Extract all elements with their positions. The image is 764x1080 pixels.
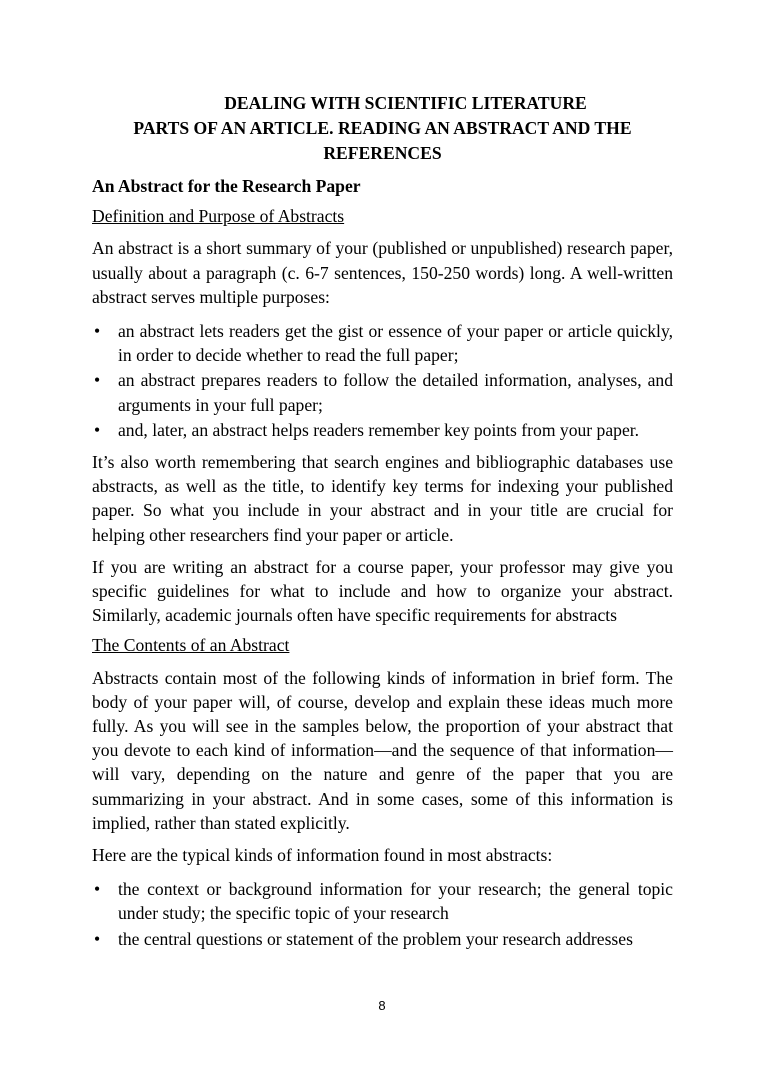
bullet-list <box>92 877 673 951</box>
list-item-text: the context or background information for your research; the general topic under study; the specific topic of your research <box>118 879 673 924</box>
list-item <box>92 368 673 416</box>
paragraph: An abstract is a short summary of your (published or unpublished) research paper, usually about a paragraph (c. 6-7 sentences, 150-250 words) long. A well-written abstract serves multiple purposes: <box>92 238 673 307</box>
list-item-text: an abstract lets readers get the gist or essence of your paper or article quickly, in order to decide whether to read the full paper; <box>118 321 673 366</box>
title-line-3: REFERENCES <box>323 143 442 163</box>
bullet-icon: • <box>94 370 101 391</box>
section-heading: An Abstract for the Research Paper <box>92 176 361 196</box>
list-item-text: the central questions or statement of the problem your research addresses <box>118 928 633 949</box>
list-item <box>92 877 673 925</box>
bullet-icon: • <box>94 321 101 342</box>
document-page <box>92 91 673 952</box>
list-item <box>92 418 673 442</box>
paragraph: Abstracts contain most of the following kinds of information in brief form. The body of your paper will, of course, develop and explain these ideas much more fully. As you will see in the samples below, the proportion of your abstract that you devote to each kind of information—and the sequence of that information—will vary, depending on the nature and genre of the paper that you are summarizing in your abstract. And in some cases, some of this information is implied, rather than stated explicitly. <box>92 667 673 833</box>
paragraph: It’s also worth remembering that search engines and bibliographic databases use abstracts, as well as the title, to identify key terms for indexing your published paper. So what you include in your abstract and in your title are crucial for helping other researchers find your paper or article. <box>92 452 673 545</box>
title-line-2: PARTS OF AN ARTICLE. READING AN ABSTRACT AND THE <box>133 118 632 138</box>
list-item <box>92 927 673 951</box>
bullet-list <box>92 319 673 442</box>
list-item <box>92 319 673 367</box>
list-item-text: an abstract prepares readers to follow the detailed information, analyses, and arguments in your full paper; <box>118 370 673 415</box>
subheading-contents: The Contents of an Abstract <box>92 635 290 656</box>
subheading-definition: Definition and Purpose of Abstracts <box>92 206 345 227</box>
list-item-text: and, later, an abstract helps readers remember key points from your paper. <box>118 419 640 440</box>
page-number: 8 <box>378 998 386 1013</box>
paragraph: If you are writing an abstract for a course paper, your professor may give you specific guidelines for what to include and how to organize your abstract. Similarly, academic journals often have specific requirements for abstracts <box>92 556 673 626</box>
bullet-icon: • <box>94 419 101 440</box>
paragraph: Here are the typical kinds of information found in most abstracts: <box>92 845 553 866</box>
title-line-1: DEALING WITH SCIENTIFIC LITERATURE <box>224 93 587 113</box>
bullet-icon: • <box>94 879 101 900</box>
bullet-icon: • <box>94 928 101 949</box>
